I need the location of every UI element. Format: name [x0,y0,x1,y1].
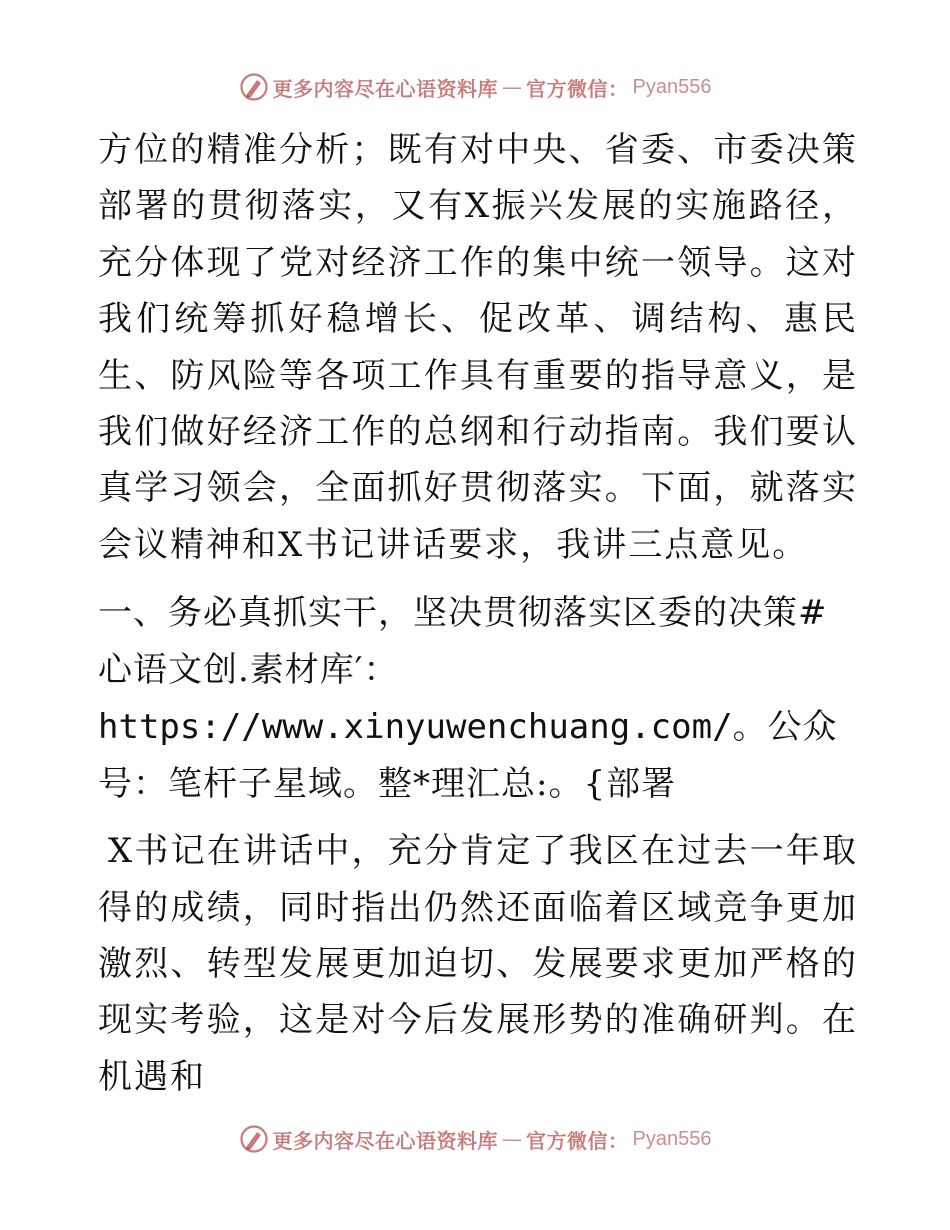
watermark-wechat-id: Pyan556 [632,1127,712,1150]
watermark-wechat-id: Pyan556 [632,75,712,98]
watermark-suffix-text: 官方微信： [526,76,629,101]
header-watermark [0,72,950,102]
watermark-dash: — [502,1127,523,1151]
watermark-main-text: 更多内容尽在心语资料库 [272,1128,499,1153]
paragraph-2: X书记在讲话中，充分肯定了我区在过去一年取得的成绩，同时指出仍然还面临着区域竞争更加激烈、转型发展更加迫切、发展要求更加严格的现实考验，这是对今后发展形势的准确研判。在机遇和 [98,831,858,1097]
watermark-dash: — [502,75,523,99]
heading-1-text: 一、务必真抓实干，坚决贯彻落实区委的决策#心语文创.素材库′： [98,593,828,691]
footer-watermark [0,1124,950,1154]
heading-1-url: https://www.xinyuwenchuang.com/ [98,707,733,748]
pen-logo-icon [239,1124,269,1154]
paragraph-1: 方位的精准分析；既有对中央、省委、市委决策部署的贯彻落实，又有X振兴发展的实施路径，充分体现了党对经济工作的集中统一领导。这对我们统筹抓好稳增长、促改革、调结构、惠民生、防风险等各项工作具有重要的指导意义，是我们做好经济工作的总纲和行动指南。我们要认真学习领会，全面抓好贯彻落实。下面，就落实会议精神和X书记讲话要求，我讲三点意见。 [98,130,858,565]
pen-logo-icon [239,72,269,102]
document-body [98,122,858,1105]
heading-1-text-continued: 。公众号：笔杆子星域。整*理汇总:。{部署 [98,707,838,805]
watermark-main-text: 更多内容尽在心语资料库 [272,76,499,101]
watermark-suffix-text: 官方微信： [526,1128,629,1153]
section-heading-1 [98,585,858,813]
